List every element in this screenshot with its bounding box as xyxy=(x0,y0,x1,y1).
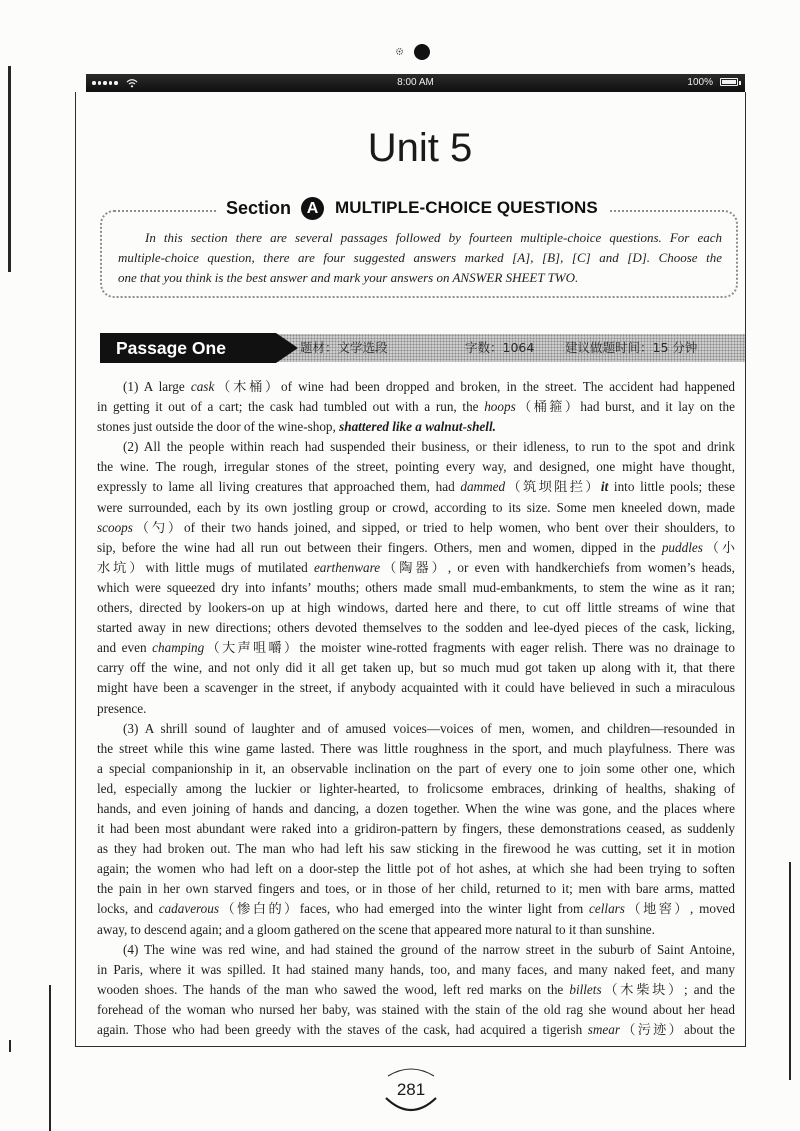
section-title: MULTIPLE-CHOICE QUESTIONS xyxy=(335,198,598,217)
passage-line: were surrounded, each by its own jostling group or crowd, according to its size. Some men kneeled down, made xyxy=(97,499,735,515)
scan-artifact-line xyxy=(8,66,11,272)
italic-term: cask xyxy=(190,379,215,394)
bold-italic-phrase: it xyxy=(600,479,609,495)
passage-line: 水坑）with little mugs of mutilated earthenware（陶器）, or even with handkerchiefs from women’s heads, xyxy=(97,559,735,575)
passage-line: (1) A large cask（木桶）of wine had been dropped and broken, in the street. The accident had happened xyxy=(123,379,735,394)
italic-term: scoops xyxy=(97,519,133,535)
passage-line: (2) All the people within reach had suspended their business, or their idleness, to run to the spot and drink xyxy=(123,439,735,455)
bold-italic-phrase: shattered like a walnut-shell. xyxy=(339,419,496,435)
passage-line: expressly to lame all living creatures that approached them, had dammed（筑坝阻拦）it into little pools; these xyxy=(97,479,735,495)
passage-line: it had been most abundant were raked into a gridiron-pattern by fingers, these demonstrations ceased, as suddenly xyxy=(97,821,735,837)
italic-term: cellars xyxy=(589,901,625,917)
battery-icon xyxy=(720,78,738,86)
paragraph-4 xyxy=(97,940,735,1040)
passage-line: forehead of the woman who nursed her baby, was stained with the stain of the old rag she wound about her head xyxy=(97,1001,735,1017)
status-time: 8:00 AM xyxy=(397,77,434,88)
page-number: 281 xyxy=(396,1080,426,1099)
decorative-star-icon xyxy=(395,47,404,56)
section-heading xyxy=(216,195,608,221)
passage-line: the pain in her own starved fingers and toes, or in those of her child, returned to it; men with bare arms, matted xyxy=(97,881,735,897)
passage-line: the street while this wine game lasted. There was little roughness in the sport, and much playfulness. There was xyxy=(97,740,735,756)
passage-line: carry off the wine, and not only did it all get taken up, but so much mud got taken up along with it, that there xyxy=(97,660,735,676)
italic-term: smear xyxy=(587,1022,620,1037)
scan-artifact-line xyxy=(789,862,791,1080)
paragraph-2 xyxy=(97,437,735,718)
passage-line: hands, and even joining of hands and dancing, a dozen together. When the wine was gone, and the places where xyxy=(97,800,735,816)
italic-term: dammed xyxy=(460,479,506,495)
unit-title: Unit 5 xyxy=(367,126,473,170)
passage-line: scoops（勺）of their two hands joined, and sipped, or tried to help women, who bent over their shoulders, to xyxy=(97,519,735,535)
passage-suggested-time: 建议做题时间：15 分钟 xyxy=(565,340,698,355)
passage-topic: 题材：文学选段 xyxy=(300,340,388,355)
passage-line: sip, before the wine had all run out between their fingers. Others, men and women, dipped in the puddles（小 xyxy=(97,539,735,555)
italic-term: puddles xyxy=(661,539,703,555)
passage-line: again; the women who had left on a door-step the little pot of hot ashes, at which she had been trying to soften xyxy=(97,861,735,877)
passage-line: which were squeezed dry into infants’ mouths; others made small mud-embankments, to stem the wine as it ran; xyxy=(97,579,735,595)
passage-line: presence. xyxy=(97,700,147,716)
section-badge: A xyxy=(301,197,324,220)
passage-line: started away in new directions; others devoted themselves to the sodden and lee-dyed pieces of the cask, licking, xyxy=(97,620,735,636)
passage-line: (4) The wine was red wine, and had stained the ground of the narrow street in the suburb of Saint Antoine, xyxy=(123,941,735,957)
passage-word-count: 字数：1064 xyxy=(465,340,535,355)
italic-term: cadaverous xyxy=(158,901,220,917)
italic-term: hoops xyxy=(484,399,516,415)
passage-line: a special companionship in it, an observable inclination on the part of every one to join some other one, which xyxy=(97,760,735,776)
instruction-line: In this section there are several passages followed by fourteen multiple-choice questions. For each xyxy=(145,230,722,245)
italic-term: billets xyxy=(569,981,602,997)
passage-line: in Paris, where it was spilled. It had stained many hands, too, and many faces, and many naked feet, and many xyxy=(97,961,735,977)
instruction-line: multiple-choice question, there are four suggested answers marked [A], [B], [C] and [D]. Choose the xyxy=(118,250,722,265)
section-instructions xyxy=(118,228,722,288)
passage-line: the wine. The rough, irregular stones of the street, pointing every way, and designed, one might have thought, xyxy=(97,459,735,475)
passage-line: others, directed by lookers-on up at high windows, darted here and there, to cut off little streams of wine that xyxy=(97,600,735,616)
passage-label: Passage One xyxy=(100,333,276,363)
arrow-right-icon xyxy=(276,333,298,363)
passage-line: stones just outside the door of the wine-shop, shattered like a walnut-shell. xyxy=(97,419,496,435)
passage-line: wooden shoes. The hands of the man who sawed the wood, left red marks on the billets（木柴块）; and the xyxy=(97,981,735,997)
battery-nub xyxy=(739,81,741,85)
scan-artifact-line xyxy=(9,1040,11,1052)
section-label: Section xyxy=(226,197,292,218)
passage-line: might have been a scavenger in the street, if anybody acquainted with it could have believed in such a miraculous xyxy=(97,680,735,696)
scan-artifact-line xyxy=(49,985,51,1131)
passage-line: again. Those who had been greedy with the staves of the cask, had acquired a tigerish smear（污迹）about the xyxy=(97,1022,735,1037)
instruction-line: one that you think is the best answer and mark your answers on ANSWER SHEET TWO. xyxy=(118,270,579,285)
battery-percentage: 100% xyxy=(687,77,713,88)
passage-line: (3) A shrill sound of laughter and of amused voices—voices of men, women, and children—resounded in xyxy=(123,720,735,736)
passage-body xyxy=(97,377,735,1043)
italic-term: earthenware xyxy=(313,559,381,575)
italic-term: champing xyxy=(152,640,205,656)
passage-line: in getting it out of a cart; the cask had tumbled out with a run, the hoops（桶箍）had burst, and it lay on the xyxy=(97,399,735,415)
paragraph-1 xyxy=(97,377,735,437)
decorative-dot-icon xyxy=(414,44,430,60)
passage-line: away, to descend again; and a gloom gathered on the scene that appeared more natural to it than sunshine. xyxy=(97,921,655,937)
passage-line: locks, and cadaverous（惨白的）faces, who had emerged into the winter light from cellars（地窖）, moved xyxy=(97,901,735,917)
passage-line: and even champing（大声咀嚼）the moister wine-rotted fragments with eager relish. There was no drainage to xyxy=(97,640,735,656)
status-bar xyxy=(86,74,745,92)
paragraph-3 xyxy=(97,719,735,940)
passage-line: led, especially among the luckier or lighter-hearted, to frolicsome embraces, drinking of healths, shaking of xyxy=(97,780,735,796)
passage-line: as they had broken out. The man who had left his saw sticking in the firewood he was cutting, set it in motion xyxy=(97,841,735,857)
